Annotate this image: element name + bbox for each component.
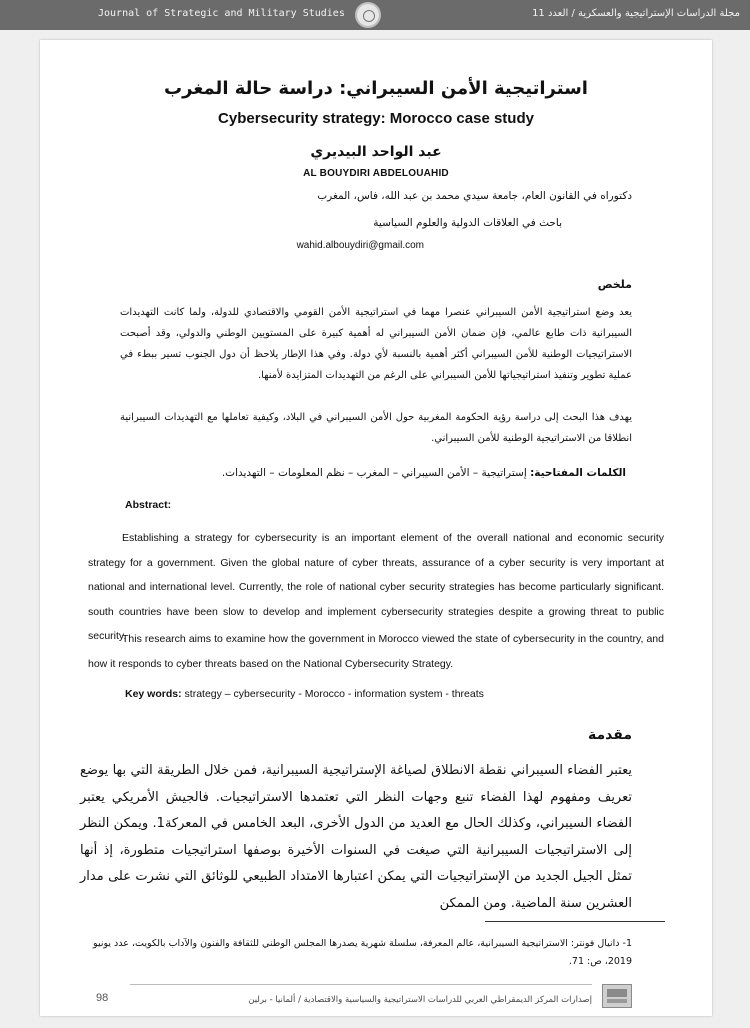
paper-page [40, 40, 712, 1016]
keywords-label-english: Key words: [125, 688, 182, 700]
abstract-paragraph-1-text: Establishing a strategy for cybersecurity is an important element of the overall national and economic security strategy for a government. Given the global nature of cyber threats, assurance of a cyber security is very important at national and international level. Currently, the role of national cyber security strategies has become particularly significant. south countries have been slow to develop and implement cybersecurity strategies despite a growing threat to public security. [88, 532, 664, 642]
keywords-english [125, 688, 484, 700]
author-english: AL BOUYDIRI ABDELOUAHID [303, 168, 449, 179]
summary-paragraph-2: يهدف هذا البحث إلى دراسة رؤية الحكومة المغربية حول الأمن السيبراني في البلاد، وكيفية تعاملها مع التهديدات السيبرانية انطلاقا من الاستراتيجية الوطنية للأمن السيبراني. [120, 412, 632, 444]
running-header [0, 0, 750, 30]
title-arabic: استراتيجية الأمن السيبراني: دراسة حالة المغرب [164, 78, 588, 99]
affiliation-role: باحث في العلاقات الدولية والعلوم السياسية [373, 217, 562, 229]
keywords-text-english: strategy – cybersecurity - Morocco - information system - threats [184, 688, 484, 700]
summary-paragraph-1: يعد وضع استراتيجية الأمن السيبراني عنصرا مهما في استراتيجية الأمن القومي والاقتصادي للدولة، ولما كانت التهديدات السيبرانية ذات طابع عالمي، فإن ضمان الأمن السيبراني له أهمية كبيرة على المستويين الوطني والدولي، وقد أصبحت الاستراتيجيات الوطنية للأمن السيبراني أكثر أهمية بالنسبة لأي دولة. وفي هذا الإطار يلاحظ أن دول الجنوب تسير ببطء في عملية تطوير وتنفيذ استراتيجياتها للأمن السيبراني على الرغم من التهديدات المتزايدة لأمنها. [120, 307, 632, 381]
header-journal-en: Journal of Strategic and Military Studies [98, 8, 345, 19]
author-email: wahid.albouydiri@gmail.com [296, 240, 424, 251]
page-number: 98 [96, 992, 109, 1004]
title-english: Cybersecurity strategy: Morocco case study [218, 110, 534, 127]
footnote-separator [485, 921, 665, 922]
keywords-label-arabic: الكلمات المفتاحية: [530, 467, 626, 479]
keywords-arabic [222, 467, 626, 479]
author-arabic: عبد الواحد البيديري [310, 144, 442, 160]
footer-rule [130, 984, 592, 985]
header-journal-ar: مجلة الدراسات الإستراتيجية والعسكرية / العدد 11 [532, 8, 740, 19]
publisher-logo-icon [602, 984, 632, 1008]
footnote: 1- دانيال فونتر: الاستراتيجية السيبرانية، عالم المعرفة، سلسلة شهرية يصدرها المجلس الوطني للثقافة والفنون والآداب بالكويت، عدد يونيو 2019، ص: 71. [93, 938, 632, 967]
journal-seal-icon [355, 2, 381, 28]
summary-heading: ملخص [597, 278, 632, 291]
affiliation-degree: دكتوراه في القانون العام، جامعة سيدي محمد بن عبد الله، فاس، المغرب [317, 190, 632, 202]
keywords-text-arabic: إستراتيجية – الأمن السيبراني – المغرب – نظم المعلومات – التهديدات. [221, 467, 527, 479]
publisher-line: إصدارات المركز الديمقراطي العربي للدراسات الاستراتيجية والسياسية والاقتصادية / ألمانيا - برلين [248, 995, 592, 1005]
abstract-paragraph-2-text: This research aims to examine how the government in Morocco viewed the state of cybersecurity in the country, and how it responds to cyber threats based on the National Cybersecurity Strategy. [88, 633, 664, 670]
intro-paragraph: يعتبر الفضاء السيبراني نقطة الانطلاق لصياغة الإستراتيجية السيبرانية، فمن خلال الطريقة التي بها يوضع تعريف ومفهوم لهذا الفضاء تنبع وجهات النظر التي تعتمدها الاستراتيجيات. فالجيش الأمريكي يعتبر الفضاء السيبراني، وكذلك الحال مع العديد من الدول الأخرى، البعد الخامس في المعركة1. ويمكن النظر إلى الاستراتيجيات السيبرانية التي صيغت في السنوات الأخيرة بوصفها استراتيجيات متطورة، إذ أنها تمثل الجيل الجديد من الإستراتيجيات التي يمكن اعتبارها الامتداد الطبيعي للوثائق التي نشرت على مدار العشرين سنة الماضية. ومن الممكن [80, 763, 633, 911]
intro-heading: مقدمة [588, 727, 632, 743]
abstract-paragraph-2 [88, 627, 664, 676]
abstract-heading: Abstract: [125, 499, 172, 511]
